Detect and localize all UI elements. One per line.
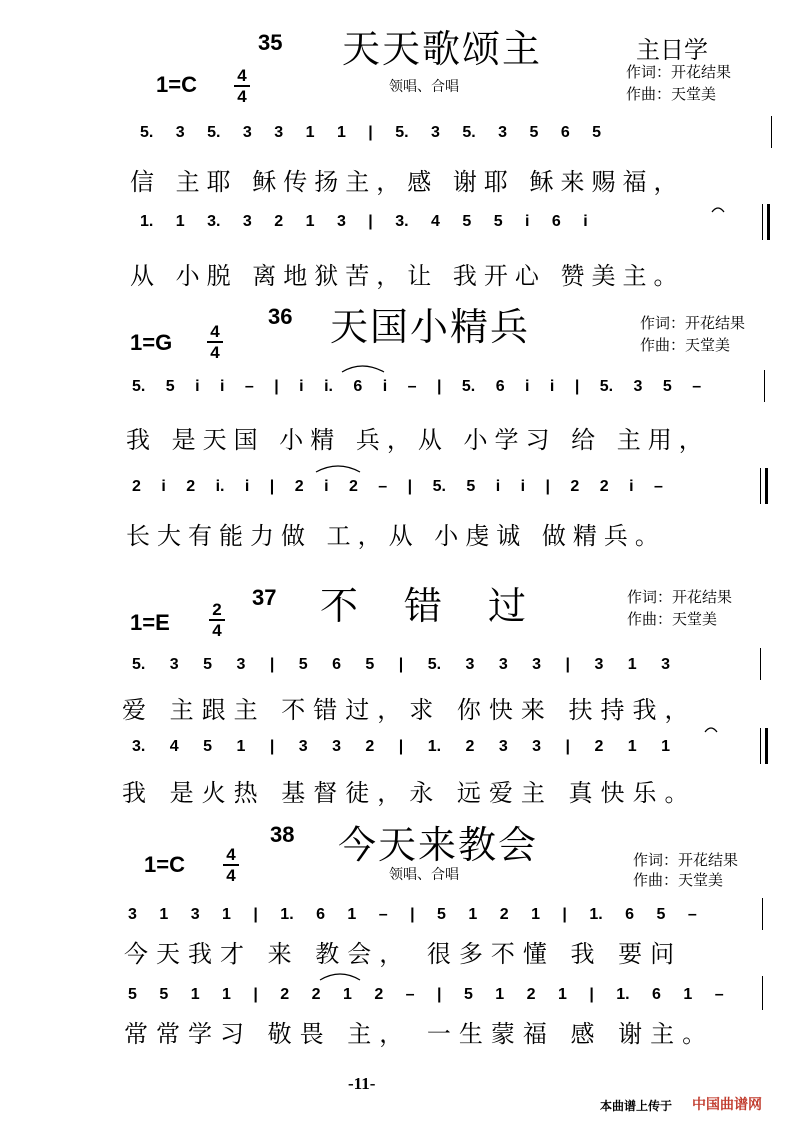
lyricist-credit: 作词：开花结果 — [633, 851, 739, 869]
notation-line-2: 3. 4 5 1 | 3 3 2 | 1. 2 3 3 | 2 1 1 — [132, 738, 671, 755]
song-number: 36 — [268, 304, 293, 329]
key-signature: 1=C — [156, 72, 197, 97]
song-title: 今天来教会 — [338, 823, 539, 867]
song-number: 37 — [252, 585, 277, 610]
lyrics-line-1: 今天我才 来 教会， 很多不懂 我 要问 — [124, 940, 683, 968]
lyricist-credit: 作词：开花结果 — [627, 588, 733, 606]
slur-mark — [316, 466, 360, 472]
page-number: -11- — [348, 1074, 376, 1093]
fermata-mark — [712, 208, 724, 212]
lyrics-line-1: 爱 主跟主 不错过，求 你快来 扶持我， — [122, 696, 697, 724]
upload-note: 本曲谱上传于 — [600, 1099, 673, 1113]
song-number: 35 — [258, 30, 283, 55]
composer-credit: 作曲：天堂美 — [633, 871, 724, 889]
key-signature: 1=E — [130, 610, 170, 635]
notation-line-2: 1. 1 3. 3 2 1 3 | 3. 4 5 5 i 6 i — [140, 213, 588, 230]
slur-mark — [320, 974, 360, 980]
series-label: 主日学 — [636, 36, 708, 64]
notation-line-2: 2 i 2 i. i | 2 i 2 – | 5. 5 i i | 2 2 i – — [132, 478, 663, 495]
notation-line-1: 3 1 3 1 | 1. 6 1 – | 5 1 2 1 | 1. 6 5 – — [128, 906, 697, 923]
lyricist-credit: 作词：开花结果 — [626, 63, 732, 81]
composer-credit: 作曲：天堂美 — [627, 610, 718, 628]
performance-note: 领唱、合唱 — [389, 867, 459, 883]
song-title: 天国小精兵 — [330, 305, 531, 349]
time-bottom: 4 — [210, 343, 220, 362]
song-number: 38 — [270, 822, 295, 847]
lyrics-line-1: 信 主耶 稣传扬主，感 谢耶 稣来赐福， — [130, 168, 685, 196]
lyrics-line-1: 我 是天国 小精 兵，从 小学习 给 主用， — [126, 426, 710, 454]
lyricist-credit: 作词：开花结果 — [640, 314, 746, 332]
lyrics-line-2: 从 小脱 离地狱苦，让 我开心 赞美主。 — [130, 262, 685, 290]
composer-credit: 作曲：天堂美 — [640, 336, 731, 354]
lyrics-line-2: 长大有能力做 工，从 小虔诚 做精兵。 — [126, 522, 666, 550]
key-signature: 1=C — [144, 852, 185, 877]
time-bottom: 4 — [212, 621, 222, 640]
time-bottom: 4 — [237, 87, 247, 106]
time-top: 2 — [212, 600, 222, 619]
performance-note: 领唱、合唱 — [389, 79, 459, 95]
slur-mark — [342, 366, 384, 372]
song-title: 不 错 过 — [320, 584, 531, 628]
notation-line-1: 5. 3 5. 3 3 1 1 | 5. 3 5. 3 5 6 5 — [140, 124, 602, 141]
lyrics-line-2: 常常学习 敬畏 主， 一生蒙福 感 谢主。 — [124, 1020, 715, 1048]
time-top: 4 — [210, 322, 220, 341]
composer-credit: 作曲：天堂美 — [626, 85, 717, 103]
time-top: 4 — [237, 66, 247, 85]
time-bottom: 4 — [226, 866, 236, 885]
fermata-mark — [705, 728, 717, 732]
notation-line-1: 5. 5 i i – | i i. 6 i – | 5. 6 i i | 5. 3 5 – — [132, 378, 702, 395]
lyrics-line-2: 我 是火热 基督徒，永 远爱主 真快乐。 — [122, 779, 697, 807]
song-title: 天天歌颂主 — [342, 27, 543, 71]
notation-line-1: 5. 3 5 3 | 5 6 5 | 5. 3 3 3 | 3 1 3 — [132, 656, 671, 673]
time-top: 4 — [226, 845, 236, 864]
key-signature: 1=G — [130, 330, 173, 355]
notation-line-2: 5 5 1 1 | 2 2 1 2 – | 5 1 2 1 | 1. 6 1 – — [128, 986, 724, 1003]
site-logo: 中国曲谱网 — [692, 1097, 762, 1113]
